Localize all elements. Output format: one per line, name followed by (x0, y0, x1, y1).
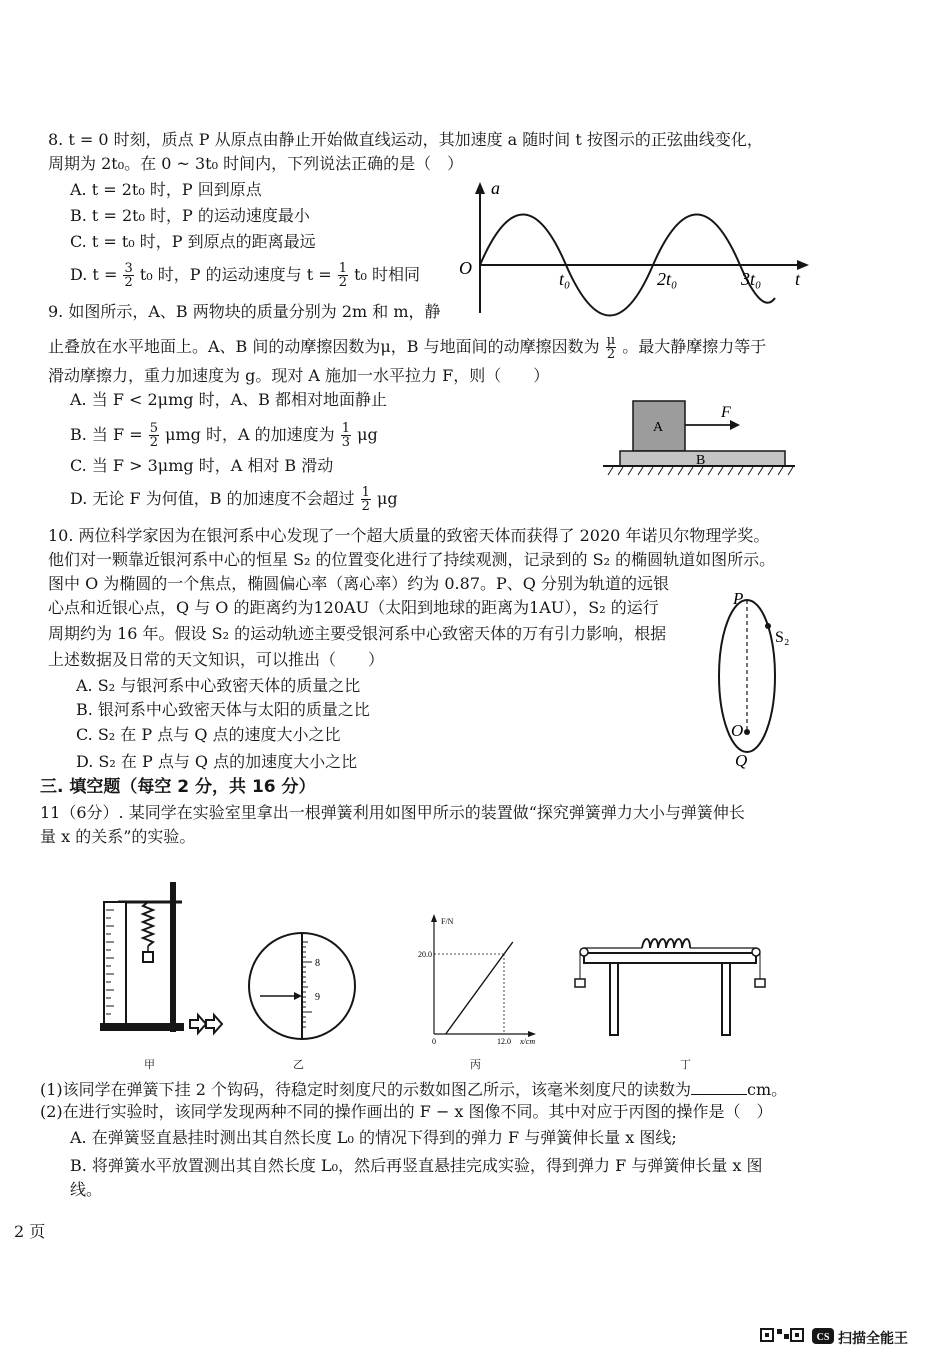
q8-label-t: t (795, 269, 801, 289)
section-3-heading: 三. 填空题（每空 2 分，共 16 分） (40, 777, 316, 797)
q9-b-frac2 (341, 422, 351, 449)
q8-tick-3t0: 3t₀ (741, 269, 762, 289)
q10-line5: 周期约为 16 年。假设 S₂ 的运动轨迹主要受银河系中心致密天体的万有引力影响，根据 (48, 624, 667, 643)
q10-line4: 心点和近银心点，Q 与 O 的距离约为120AU（太阳到地球的距离为1AU），S₂ 的运行 (48, 598, 659, 617)
q11-option-b-line2: 线。 (70, 1180, 103, 1199)
q9-blocks-figure (598, 395, 798, 484)
q10-line6: 上述数据及日常的天文知识，可以推出（ ） (48, 650, 385, 669)
fx-ylabel: F/N (441, 917, 454, 926)
q9-d-post: μg (377, 489, 398, 508)
q10-option-a: A. S₂ 与银河系中心致密天体的质量之比 (76, 676, 361, 695)
q8-stem-line1: 8. t = 0 时刻，质点 P 从原点由静止开始做直线运动，其加速度 a 随时间 t 按图示的正弦曲线变化， (48, 130, 763, 149)
q11-line2: 量 x 的关系”的实验。 (40, 827, 196, 846)
q8-stem-line2: 周期为 2t₀。在 0 ~ 3t₀ 时间内，下列说法正确的是（ ） (48, 154, 464, 173)
q9-stem2-frac-num: μ (606, 333, 616, 348)
q8-d-frac2 (338, 262, 348, 289)
yi-mark-9: 9 (315, 992, 320, 1003)
ding-weight-right (755, 979, 765, 987)
q11-figure-ding (572, 925, 772, 1044)
fx-x-tick-label: 12.0 (497, 1037, 511, 1045)
q11-line1: 11（6分）. 某同学在实验室里拿出一根弹簧利用如图甲所示的装置做“探究弹簧弹力大小与弹簧伸长 (40, 803, 745, 822)
q9-option-c: C. 当 F > 3μmg 时，A 相对 B 滑动 (70, 456, 334, 475)
q9-ground-hatch (608, 467, 793, 475)
q9-b-mid: μmg 时，A 的加速度为 (165, 425, 335, 444)
fx-xlabel: x/cm (520, 1037, 536, 1045)
ding-tabletop (584, 953, 756, 963)
q10-option-c: C. S₂ 在 P 点与 Q 点的速度大小之比 (76, 725, 341, 744)
q10-option-d: D. S₂ 在 P 点与 Q 点的加速度大小之比 (76, 752, 358, 771)
q8-label-origin: O (459, 258, 472, 278)
q9-d-frac-num: 1 (361, 485, 370, 500)
q10-option-b: B. 银河系中心致密天体与太阳的质量之比 (76, 700, 370, 719)
q9-option-d (70, 486, 398, 513)
q10-focus-o (744, 729, 750, 735)
q11-figure-yi (246, 930, 358, 1046)
q10-label-s2: S₂ (775, 629, 790, 646)
q9-b-frac2-num: 1 (341, 421, 351, 436)
fx-y-tick-label: 20.0 (418, 950, 432, 959)
q9-label-a: A (653, 420, 664, 435)
q9-stem2-pre: 止叠放在水平地面上。A、B 间的动摩擦因数为μ，B 与地面间的动摩擦因数为 (48, 337, 600, 356)
fx-y-axis-arrow-icon (431, 914, 437, 922)
q9-label-f: F (721, 404, 731, 421)
page-number: 2 页 (14, 1222, 46, 1241)
caption-jia: 甲 (144, 1058, 155, 1071)
q8-d-frac1-den: 2 (124, 275, 133, 290)
q11-sub1 (40, 1080, 787, 1100)
q11-figure-bing (408, 910, 568, 1049)
scanner-logo-icon (812, 1328, 834, 1348)
fx-series-line (446, 942, 513, 1034)
q8-tick-t0: t₀ (559, 269, 571, 289)
q8-label-a: a (491, 178, 500, 198)
q8-option-d (70, 262, 420, 289)
q9-d-frac-den: 2 (361, 499, 370, 514)
q8-d-pre: D. t = (70, 265, 118, 284)
q8-d-mid: t₀ 时，P 的运动速度与 t = (139, 265, 332, 284)
q10-label-o: O (731, 721, 744, 740)
ding-pulley-right (752, 948, 760, 956)
q8-a-axis-arrow-icon (475, 182, 485, 194)
ding-weight-left (575, 979, 585, 987)
q9-option-b (70, 422, 378, 449)
q9-stem-line3: 滑动摩擦力，重力加速度为 g。现对 A 施加一水平拉力 F，则（ ） (48, 366, 550, 385)
q9-b-frac2-den: 3 (341, 435, 351, 450)
q8-d-frac2-num: 1 (338, 261, 347, 276)
q10-label-p: P (733, 589, 744, 608)
q9-label-b: B (696, 453, 706, 468)
q10-orbit-figure (705, 586, 815, 776)
scanner-brand: 扫描全能王 (838, 1331, 908, 1347)
caption-bing: 丙 (470, 1058, 481, 1071)
jia-spring (143, 902, 153, 946)
q9-b-frac1-num: 5 (149, 421, 158, 436)
q9-d-pre: D. 无论 F 为何值，B 的加速度不会超过 (70, 489, 355, 508)
caption-ding: 丁 (680, 1058, 691, 1071)
yi-pointer-arrow-icon (294, 992, 302, 1000)
caption-yi: 乙 (293, 1058, 304, 1071)
q8-option-a: A. t = 2t₀ 时，P 回到原点 (70, 180, 262, 199)
q9-b-pre: B. 当 F = (70, 425, 143, 444)
jia-stand-pole (170, 882, 176, 1032)
q9-stem2-frac (606, 334, 616, 361)
q9-b-frac1-den: 2 (149, 435, 158, 450)
jia-weights-icon (190, 1015, 222, 1033)
q11-option-b-line1: B. 将弹簧水平放置测出其自然长度 L₀，然后再竖直悬挂完成实验，得到弹力 F 与弹簧伸长量 x 图 (70, 1156, 763, 1175)
jia-weight (143, 952, 153, 962)
q10-label-q: Q (735, 751, 748, 770)
q11-sub1-unit: cm。 (747, 1080, 788, 1099)
fx-origin-label: 0 (432, 1037, 436, 1045)
ding-spring-coil (642, 939, 690, 948)
q8-d-frac1 (123, 262, 133, 289)
q11-sub1-text: (1)该同学在弹簧下挂 2 个钩码，待稳定时刻度尺的示数如图乙所示，该毫米刻度尺的读数为 (40, 1080, 692, 1099)
q10-line1: 10. 两位科学家因为在银河系中心发现了一个超大质量的致密天体而获得了 2020 年诺贝尔物理学奖。 (48, 526, 770, 545)
ding-leg-left (610, 963, 618, 1035)
q11-answer-blank[interactable] (691, 1080, 747, 1095)
q8-d-post: t₀ 时相同 (354, 265, 421, 284)
q9-d-frac (361, 486, 371, 513)
yi-ruler-ticks (302, 942, 312, 1027)
q10-line2: 他们对一颗靠近银河系中心的恒星 S₂ 的位置变化进行了持续观测，记录到的 S₂ 的椭圆轨道如图所示。 (48, 550, 776, 569)
scanner-qr-icon (760, 1328, 804, 1348)
q10-star-s2 (765, 623, 771, 629)
q9-option-a: A. 当 F < 2μmg 时，A、B 都相对地面静止 (70, 390, 387, 409)
q10-line3: 图中 O 为椭圆的一个焦点，椭圆偏心率（离心率）约为 0.87。P、Q 分别为轨道的远银 (48, 574, 669, 593)
q9-stem2-post: 。最大静摩擦力等于 (622, 337, 767, 356)
ding-pulley-left (580, 948, 588, 956)
q11-sub2: (2)在进行实验时，该同学发现两种不同的操作画出的 F − x 图像不同。其中对应于丙图的操作是（ ） (40, 1102, 773, 1121)
q9-b-frac1 (149, 422, 159, 449)
q8-d-frac2-den: 2 (338, 275, 347, 290)
q9-b-post: μg (357, 425, 378, 444)
svg-text:CS: CS (816, 1332, 830, 1343)
q8-d-frac1-num: 3 (124, 261, 133, 276)
q9-force-arrow-icon (730, 420, 740, 430)
q8-option-b: B. t = 2t₀ 时，P 的运动速度最小 (70, 206, 310, 225)
q8-option-c: C. t = t₀ 时，P 到原点的距离最远 (70, 232, 316, 251)
q8-tick-2t0: 2t₀ (657, 269, 678, 289)
q9-stem-line2 (48, 334, 766, 361)
q9-stem2-frac-den: 2 (606, 347, 616, 362)
q8-sine-graph (455, 178, 815, 322)
ding-leg-right (722, 963, 730, 1035)
q11-option-a: A. 在弹簧竖直悬挂时测出其自然长度 L₀ 的情况下得到的弹力 F 与弹簧伸长量 x 图线; (70, 1128, 677, 1147)
yi-mark-8: 8 (315, 958, 320, 969)
jia-base (100, 1023, 184, 1031)
q11-figure-jia (98, 880, 228, 1044)
q9-stem-line1: 9. 如图所示，A、B 两物块的质量分别为 2m 和 m，静 (48, 302, 441, 321)
fx-chart (408, 910, 568, 1045)
